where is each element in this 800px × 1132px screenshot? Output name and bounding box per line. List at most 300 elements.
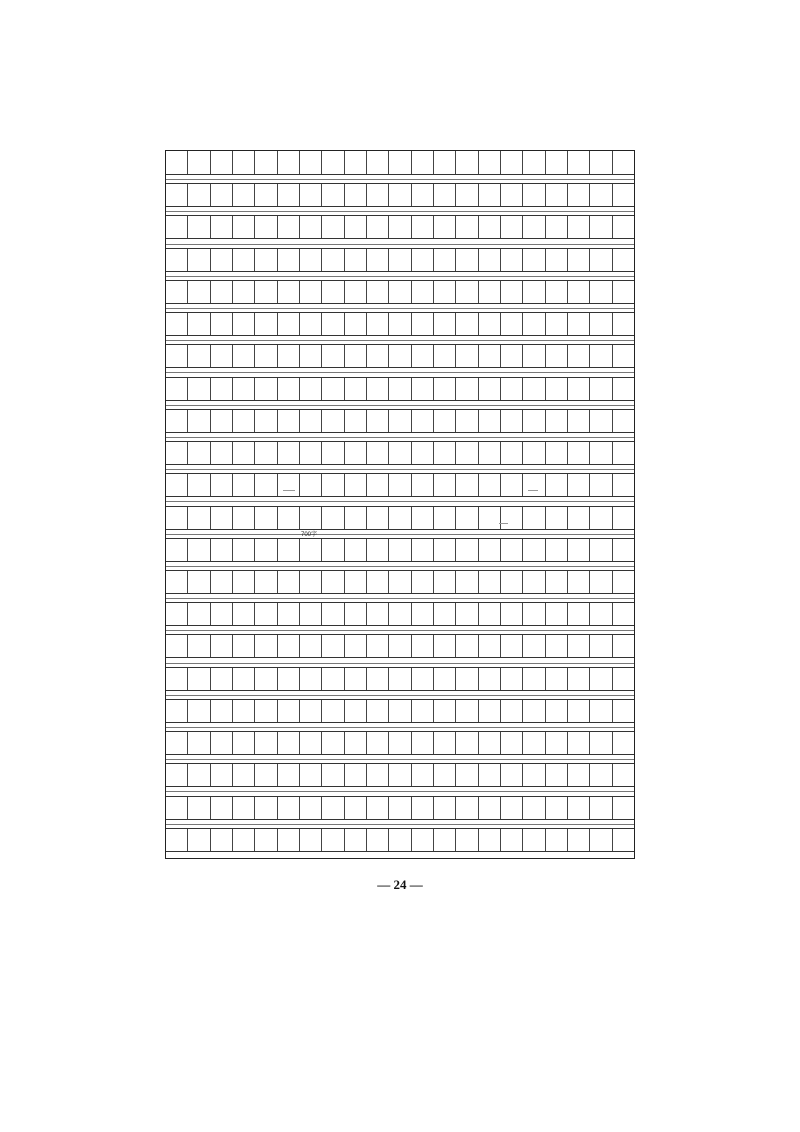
grid-cell — [434, 764, 456, 786]
grid-cell — [211, 216, 233, 238]
grid-cell — [255, 764, 277, 786]
grid-cell — [389, 378, 411, 400]
grid-cell — [211, 410, 233, 432]
grid-cell — [389, 732, 411, 754]
grid-cell — [278, 668, 300, 690]
grid-cell — [479, 281, 501, 303]
grid-cell — [233, 571, 255, 593]
grid-cell — [613, 668, 634, 690]
grid-cell — [568, 313, 590, 335]
grid-cell — [412, 764, 434, 786]
grid-cell — [389, 442, 411, 464]
grid-cell — [188, 442, 210, 464]
grid-cell — [278, 410, 300, 432]
grid-cell — [434, 378, 456, 400]
grid-cell — [367, 281, 389, 303]
grid-cell — [166, 829, 188, 851]
grid-cell — [166, 797, 188, 819]
grid-cell — [523, 797, 545, 819]
grid-cell — [278, 571, 300, 593]
row-gap-line — [166, 501, 634, 502]
grid-cell — [613, 313, 634, 335]
grid-cell — [255, 410, 277, 432]
grid-cell — [613, 249, 634, 271]
grid-cell — [479, 249, 501, 271]
grid-cell — [166, 571, 188, 593]
grid-cell — [300, 829, 322, 851]
page-number: — 24 — — [377, 877, 423, 892]
grid-cell — [300, 216, 322, 238]
grid-cell — [233, 442, 255, 464]
grid-cell — [613, 603, 634, 625]
grid-cell — [211, 442, 233, 464]
grid-cell — [322, 281, 344, 303]
grid-cell — [300, 764, 322, 786]
grid-cell — [278, 539, 300, 561]
grid-cell — [389, 216, 411, 238]
grid-cell — [568, 281, 590, 303]
grid-cell — [345, 571, 367, 593]
grid-cell — [255, 281, 277, 303]
grid-cell — [345, 378, 367, 400]
grid-cell — [568, 764, 590, 786]
grid-cell — [546, 378, 568, 400]
grid-cell — [255, 603, 277, 625]
grid-cell — [322, 442, 344, 464]
grid-cell — [211, 345, 233, 367]
grid-cell — [255, 635, 277, 657]
grid-row — [166, 796, 634, 820]
grid-cell — [255, 571, 277, 593]
grid-cell — [501, 184, 523, 206]
grid-cell — [613, 635, 634, 657]
composition-grid — [165, 150, 635, 859]
grid-cell — [300, 603, 322, 625]
grid-cell — [211, 184, 233, 206]
grid-cell — [501, 249, 523, 271]
grid-cell — [255, 474, 277, 496]
grid-row — [166, 280, 634, 304]
grid-cell — [434, 313, 456, 335]
grid-cell — [479, 571, 501, 593]
grid-cell — [434, 345, 456, 367]
grid-cell — [456, 184, 478, 206]
grid-cell — [434, 797, 456, 819]
grid-cell — [501, 797, 523, 819]
grid-cell — [255, 700, 277, 722]
grid-cell — [613, 216, 634, 238]
grid-cell — [568, 797, 590, 819]
grid-cell — [188, 184, 210, 206]
grid-cell — [300, 571, 322, 593]
row-gap-line — [166, 791, 634, 792]
grid-cell — [479, 700, 501, 722]
grid-cell — [322, 829, 344, 851]
grid-cell — [255, 797, 277, 819]
grid-row — [166, 667, 634, 691]
grid-cell — [300, 151, 322, 174]
grid-cell — [322, 603, 344, 625]
grid-row — [166, 763, 634, 787]
grid-cell — [434, 281, 456, 303]
grid-cell — [479, 507, 501, 529]
grid-cell — [568, 345, 590, 367]
grid-cell — [389, 151, 411, 174]
grid-row — [166, 570, 634, 594]
grid-cell — [278, 184, 300, 206]
grid-cell — [412, 442, 434, 464]
grid-cell — [546, 732, 568, 754]
grid-cell — [322, 216, 344, 238]
grid-cell — [233, 507, 255, 529]
grid-cell — [501, 281, 523, 303]
row-gap-line — [166, 759, 634, 760]
grid-cell — [590, 764, 612, 786]
grid-cell — [211, 571, 233, 593]
grid-cell — [590, 732, 612, 754]
grid-cell — [613, 345, 634, 367]
grid-cell — [590, 281, 612, 303]
grid-cell — [300, 539, 322, 561]
grid-cell — [523, 345, 545, 367]
grid-cell — [501, 474, 523, 496]
grid-row — [166, 215, 634, 239]
grid-cell — [233, 151, 255, 174]
grid-cell — [188, 829, 210, 851]
grid-cell — [211, 378, 233, 400]
row-gap-line — [166, 469, 634, 470]
grid-cell — [255, 345, 277, 367]
grid-cell — [166, 764, 188, 786]
grid-cell — [345, 797, 367, 819]
grid-cell — [188, 700, 210, 722]
grid-cell — [345, 507, 367, 529]
grid-cell — [233, 378, 255, 400]
grid-cell — [501, 829, 523, 851]
grid-cell — [367, 700, 389, 722]
grid-cell — [166, 184, 188, 206]
grid-cell — [456, 410, 478, 432]
grid-cell — [389, 668, 411, 690]
grid-cell — [546, 764, 568, 786]
grid-cell — [345, 603, 367, 625]
grid-cell — [367, 797, 389, 819]
grid-cell — [523, 603, 545, 625]
grid-cell — [255, 539, 277, 561]
grid-cell — [188, 151, 210, 174]
row-gap-line — [166, 437, 634, 438]
grid-cell — [412, 410, 434, 432]
grid-cell — [456, 216, 478, 238]
grid-row — [166, 828, 634, 852]
grid-cell — [255, 151, 277, 174]
grid-cell — [434, 668, 456, 690]
grid-cell — [501, 539, 523, 561]
grid-cell — [546, 797, 568, 819]
grid-cell — [345, 635, 367, 657]
grid-cell — [345, 249, 367, 271]
grid-cell — [345, 668, 367, 690]
grid-row — [166, 344, 634, 368]
grid-cell — [300, 345, 322, 367]
grid-cell — [501, 216, 523, 238]
grid-cell — [233, 474, 255, 496]
row-gap-line — [166, 663, 634, 664]
grid-cell — [613, 184, 634, 206]
grid-cell — [479, 313, 501, 335]
grid-cell — [389, 797, 411, 819]
row-gap-line — [166, 405, 634, 406]
grid-cell — [188, 474, 210, 496]
grid-cell — [613, 764, 634, 786]
grid-cell — [322, 474, 344, 496]
grid-row — [166, 473, 634, 497]
grid-cell — [434, 635, 456, 657]
grid-cell — [501, 700, 523, 722]
grid-cell — [479, 764, 501, 786]
grid-cell — [412, 313, 434, 335]
grid-cell — [479, 378, 501, 400]
grid-cell — [568, 507, 590, 529]
grid-cell — [434, 249, 456, 271]
grid-cell — [300, 378, 322, 400]
grid-cell — [367, 474, 389, 496]
grid-cell — [546, 829, 568, 851]
grid-cell — [322, 764, 344, 786]
grid-cell — [233, 281, 255, 303]
grid-cell — [367, 507, 389, 529]
grid-cell — [412, 797, 434, 819]
grid-cell — [389, 474, 411, 496]
grid-cell — [479, 797, 501, 819]
grid-cell — [211, 829, 233, 851]
grid-cell — [367, 442, 389, 464]
grid-cell — [479, 151, 501, 174]
grid-cell — [546, 539, 568, 561]
grid-cell — [523, 764, 545, 786]
grid-cell — [367, 732, 389, 754]
grid-cell — [590, 829, 612, 851]
grid-cell — [568, 378, 590, 400]
grid-cell — [233, 539, 255, 561]
grid-cell — [613, 410, 634, 432]
grid-cell — [233, 313, 255, 335]
grid-cell — [233, 345, 255, 367]
grid-cell — [389, 700, 411, 722]
grid-cell — [367, 378, 389, 400]
grid-cell — [255, 442, 277, 464]
grid-cell — [322, 184, 344, 206]
grid-cell — [233, 700, 255, 722]
grid-cell — [568, 474, 590, 496]
grid-cell — [233, 732, 255, 754]
grid-cell — [188, 410, 210, 432]
grid-cell — [434, 151, 456, 174]
grid-cell — [479, 184, 501, 206]
grid-cell — [367, 249, 389, 271]
grid-cell — [278, 345, 300, 367]
grid-cell — [166, 378, 188, 400]
grid-cell — [546, 442, 568, 464]
grid-cell — [590, 151, 612, 174]
grid-cell — [546, 151, 568, 174]
grid-cell — [412, 378, 434, 400]
grid-cell — [568, 151, 590, 174]
grid-cell — [367, 603, 389, 625]
grid-cell — [166, 249, 188, 271]
grid-cell — [434, 700, 456, 722]
grid-cell — [166, 603, 188, 625]
grid-cell — [300, 313, 322, 335]
grid-cell — [345, 410, 367, 432]
grid-cell — [166, 732, 188, 754]
grid-cell — [523, 539, 545, 561]
grid-cell — [523, 151, 545, 174]
grid-cell — [255, 184, 277, 206]
grid-cell — [322, 151, 344, 174]
grid-cell — [590, 474, 612, 496]
grid-cell — [188, 668, 210, 690]
grid-cell — [479, 442, 501, 464]
row-gap-line — [166, 630, 634, 631]
grid-cell — [255, 378, 277, 400]
grid-cell — [523, 216, 545, 238]
grid-cell — [300, 635, 322, 657]
grid-cell — [322, 507, 344, 529]
grid-cell — [546, 635, 568, 657]
grid-cell — [345, 764, 367, 786]
grid-cell — [211, 603, 233, 625]
grid-cell — [590, 635, 612, 657]
grid-cell — [434, 603, 456, 625]
grid-cell — [613, 474, 634, 496]
grid-cell — [434, 829, 456, 851]
grid-cell — [501, 571, 523, 593]
grid-cell — [188, 216, 210, 238]
grid-cell — [278, 635, 300, 657]
grid-cell — [456, 732, 478, 754]
grid-cell — [501, 668, 523, 690]
grid-row — [166, 377, 634, 401]
grid-cell — [255, 829, 277, 851]
grid-cell — [166, 539, 188, 561]
grid-cell — [345, 216, 367, 238]
grid-cell — [233, 797, 255, 819]
grid-cell — [211, 151, 233, 174]
grid-cell — [523, 571, 545, 593]
grid-cell — [278, 797, 300, 819]
grid-cell — [322, 410, 344, 432]
grid-cell — [211, 313, 233, 335]
grid-cell — [568, 249, 590, 271]
grid-cell — [322, 635, 344, 657]
grid-cell — [613, 700, 634, 722]
grid-row — [166, 248, 634, 272]
grid-cell — [523, 507, 545, 529]
grid-cell — [188, 603, 210, 625]
grid-cell — [412, 635, 434, 657]
grid-cell — [389, 184, 411, 206]
grid-cell — [188, 797, 210, 819]
grid-cell — [322, 378, 344, 400]
grid-cell — [188, 345, 210, 367]
grid-cell — [523, 732, 545, 754]
grid-cell — [523, 829, 545, 851]
grid-cell — [479, 829, 501, 851]
grid-cell — [412, 668, 434, 690]
grid-cell — [568, 216, 590, 238]
grid-cell — [479, 410, 501, 432]
grid-cell — [345, 184, 367, 206]
grid-cell — [590, 668, 612, 690]
grid-cell — [501, 313, 523, 335]
grid-cell — [300, 410, 322, 432]
grid-cell — [278, 281, 300, 303]
grid-cell — [412, 281, 434, 303]
grid-cell — [590, 507, 612, 529]
grid-cell — [590, 571, 612, 593]
row-gap-line — [166, 598, 634, 599]
stray-mark — [528, 490, 538, 491]
grid-cell — [367, 410, 389, 432]
grid-cell — [367, 184, 389, 206]
grid-cell — [367, 635, 389, 657]
grid-cell — [434, 507, 456, 529]
grid-cell — [233, 410, 255, 432]
grid-cell — [233, 603, 255, 625]
grid-cell — [434, 184, 456, 206]
grid-cell — [345, 151, 367, 174]
grid-cell — [456, 442, 478, 464]
grid-cell — [412, 345, 434, 367]
grid-cell — [501, 635, 523, 657]
grid-row — [166, 409, 634, 433]
grid-cell — [523, 442, 545, 464]
grid-cell — [211, 797, 233, 819]
grid-cell — [590, 313, 612, 335]
grid-cell — [434, 410, 456, 432]
grid-cell — [278, 732, 300, 754]
grid-cell — [322, 700, 344, 722]
grid-cell — [211, 700, 233, 722]
row-gap-line — [166, 824, 634, 825]
grid-cell — [523, 700, 545, 722]
grid-cell — [568, 635, 590, 657]
grid-cell — [568, 829, 590, 851]
grid-cell — [188, 732, 210, 754]
grid-cell — [523, 410, 545, 432]
grid-cell — [456, 151, 478, 174]
grid-cell — [590, 539, 612, 561]
grid-cell — [590, 797, 612, 819]
grid-cell — [389, 764, 411, 786]
grid-cell — [233, 829, 255, 851]
grid-cell — [523, 474, 545, 496]
grid-cell — [456, 345, 478, 367]
grid-cell — [412, 216, 434, 238]
grid-cell — [389, 571, 411, 593]
grid-cell — [255, 732, 277, 754]
grid-cell — [546, 571, 568, 593]
row-gap-line — [166, 695, 634, 696]
grid-cell — [211, 635, 233, 657]
grid-cell — [255, 668, 277, 690]
grid-cell — [479, 603, 501, 625]
row-gap-line — [166, 244, 634, 245]
grid-cell — [412, 571, 434, 593]
grid-cell — [412, 700, 434, 722]
grid-cell — [434, 539, 456, 561]
